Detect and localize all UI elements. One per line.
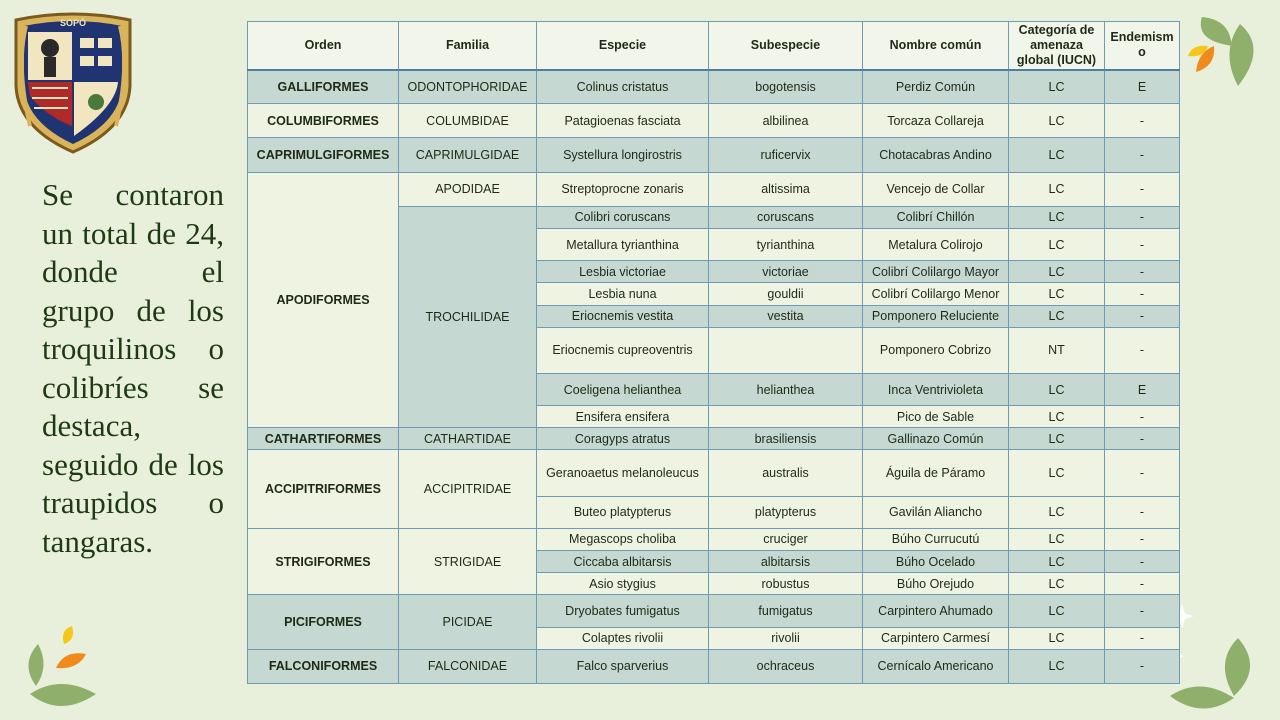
leaf-cluster-icon bbox=[1168, 6, 1268, 88]
endemismo-cell: - bbox=[1105, 406, 1180, 428]
endemismo-cell: - bbox=[1105, 649, 1180, 683]
categoria-cell: LC bbox=[1009, 283, 1105, 305]
endemismo-cell: - bbox=[1105, 551, 1180, 573]
endemismo-cell: - bbox=[1105, 138, 1180, 172]
endemismo-cell: - bbox=[1105, 283, 1180, 305]
subespecie-cell: altissima bbox=[709, 172, 863, 206]
endemismo-cell: - bbox=[1105, 261, 1180, 283]
especie-cell: Eriocnemis cupreoventris bbox=[537, 327, 709, 373]
nombre-comun-cell: Pomponero Cobrizo bbox=[863, 327, 1009, 373]
endemismo-cell: - bbox=[1105, 327, 1180, 373]
especie-cell: Ensifera ensifera bbox=[537, 406, 709, 428]
header-familia: Familia bbox=[399, 22, 537, 70]
orden-cell: STRIGIFORMES bbox=[248, 528, 399, 594]
categoria-cell: LC bbox=[1009, 261, 1105, 283]
familia-cell: TROCHILIDAE bbox=[399, 206, 537, 427]
especie-cell: Patagioenas fasciata bbox=[537, 104, 709, 138]
subespecie-cell: helianthea bbox=[709, 373, 863, 405]
table-row bbox=[248, 138, 1180, 172]
nombre-comun-cell: Gallinazo Común bbox=[863, 428, 1009, 450]
endemismo-cell: - bbox=[1105, 172, 1180, 206]
nombre-comun-cell: Pomponero Reluciente bbox=[863, 305, 1009, 327]
familia-cell: COLUMBIDAE bbox=[399, 104, 537, 138]
subespecie-cell: coruscans bbox=[709, 206, 863, 228]
subespecie-cell: ochraceus bbox=[709, 649, 863, 683]
categoria-cell: LC bbox=[1009, 528, 1105, 550]
nombre-comun-cell: Chotacabras Andino bbox=[863, 138, 1009, 172]
nombre-comun-cell: Búho Orejudo bbox=[863, 573, 1009, 595]
table-row bbox=[248, 528, 1180, 550]
orden-cell: CAPRIMULGIFORMES bbox=[248, 138, 399, 172]
familia-cell: ACCIPITRIDAE bbox=[399, 450, 537, 529]
orden-cell: CATHARTIFORMES bbox=[248, 428, 399, 450]
familia-cell: PICIDAE bbox=[399, 595, 537, 649]
orden-cell: ACCIPITRIFORMES bbox=[248, 450, 399, 529]
categoria-cell: LC bbox=[1009, 573, 1105, 595]
bird-species-table bbox=[247, 21, 1180, 684]
subespecie-cell bbox=[709, 327, 863, 373]
subespecie-cell: platypterus bbox=[709, 496, 863, 528]
categoria-cell: LC bbox=[1009, 373, 1105, 405]
endemismo-cell: - bbox=[1105, 229, 1180, 261]
orden-cell: FALCONIFORMES bbox=[248, 649, 399, 683]
especie-cell: Systellura longirostris bbox=[537, 138, 709, 172]
especie-cell: Megascops choliba bbox=[537, 528, 709, 550]
header-nombre-comun: Nombre común bbox=[863, 22, 1009, 70]
especie-cell: Colaptes rivolii bbox=[537, 627, 709, 649]
familia-cell: FALCONIDAE bbox=[399, 649, 537, 683]
nombre-comun-cell: Cernícalo Americano bbox=[863, 649, 1009, 683]
categoria-cell: LC bbox=[1009, 138, 1105, 172]
header-subespecie: Subespecie bbox=[709, 22, 863, 70]
especie-cell: Coragyps atratus bbox=[537, 428, 709, 450]
header-endemismo: Endemismo bbox=[1105, 22, 1180, 70]
subespecie-cell: robustus bbox=[709, 573, 863, 595]
categoria-cell: LC bbox=[1009, 406, 1105, 428]
familia-cell: ODONTOPHORIDAE bbox=[399, 70, 537, 104]
nombre-comun-cell: Carpintero Ahumado bbox=[863, 595, 1009, 627]
nombre-comun-cell: Búho Ocelado bbox=[863, 551, 1009, 573]
leaf-cluster-icon bbox=[20, 624, 104, 710]
categoria-cell: LC bbox=[1009, 305, 1105, 327]
nombre-comun-cell: Metalura Colirojo bbox=[863, 229, 1009, 261]
especie-cell: Colinus cristatus bbox=[537, 70, 709, 104]
header-especie: Especie bbox=[537, 22, 709, 70]
endemismo-cell: - bbox=[1105, 496, 1180, 528]
categoria-cell: LC bbox=[1009, 206, 1105, 228]
subespecie-cell: albitarsis bbox=[709, 551, 863, 573]
endemismo-cell: E bbox=[1105, 70, 1180, 104]
categoria-cell: NT bbox=[1009, 327, 1105, 373]
especie-cell: Asio stygius bbox=[537, 573, 709, 595]
categoria-cell: LC bbox=[1009, 649, 1105, 683]
endemismo-cell: - bbox=[1105, 450, 1180, 496]
endemismo-cell: - bbox=[1105, 573, 1180, 595]
subespecie-cell: ruficervix bbox=[709, 138, 863, 172]
especie-cell: Geranoaetus melanoleucus bbox=[537, 450, 709, 496]
table-row bbox=[248, 428, 1180, 450]
subespecie-cell: fumigatus bbox=[709, 595, 863, 627]
especie-cell: Streptoprocne zonaris bbox=[537, 172, 709, 206]
categoria-cell: LC bbox=[1009, 70, 1105, 104]
categoria-cell: LC bbox=[1009, 450, 1105, 496]
familia-cell: STRIGIDAE bbox=[399, 528, 537, 594]
categoria-cell: LC bbox=[1009, 172, 1105, 206]
categoria-cell: LC bbox=[1009, 496, 1105, 528]
endemismo-cell: - bbox=[1105, 627, 1180, 649]
table-row bbox=[248, 450, 1180, 496]
especie-cell: Metallura tyrianthina bbox=[537, 229, 709, 261]
municipal-crest-icon bbox=[6, 6, 140, 156]
especie-cell: Lesbia nuna bbox=[537, 283, 709, 305]
especie-cell: Falco sparverius bbox=[537, 649, 709, 683]
header-orden: Orden bbox=[248, 22, 399, 70]
orden-cell: GALLIFORMES bbox=[248, 70, 399, 104]
endemismo-cell: E bbox=[1105, 373, 1180, 405]
endemismo-cell: - bbox=[1105, 595, 1180, 627]
subespecie-cell: gouldii bbox=[709, 283, 863, 305]
especie-cell: Colibri coruscans bbox=[537, 206, 709, 228]
endemismo-cell: - bbox=[1105, 104, 1180, 138]
table-row bbox=[248, 104, 1180, 138]
familia-cell: CATHARTIDAE bbox=[399, 428, 537, 450]
subespecie-cell: brasiliensis bbox=[709, 428, 863, 450]
nombre-comun-cell: Colibrí Colilargo Menor bbox=[863, 283, 1009, 305]
subespecie-cell: victoriae bbox=[709, 261, 863, 283]
nombre-comun-cell: Pico de Sable bbox=[863, 406, 1009, 428]
orden-cell: APODIFORMES bbox=[248, 172, 399, 428]
subespecie-cell: tyrianthina bbox=[709, 229, 863, 261]
subespecie-cell: albilinea bbox=[709, 104, 863, 138]
nombre-comun-cell: Carpintero Carmesí bbox=[863, 627, 1009, 649]
nombre-comun-cell: Perdiz Común bbox=[863, 70, 1009, 104]
categoria-cell: LC bbox=[1009, 551, 1105, 573]
especie-cell: Dryobates fumigatus bbox=[537, 595, 709, 627]
header-categoria-iucn: Categoría de amenaza global (IUCN) bbox=[1009, 22, 1105, 70]
nombre-comun-cell: Búho Currucutú bbox=[863, 528, 1009, 550]
familia-cell: CAPRIMULGIDAE bbox=[399, 138, 537, 172]
orden-cell: COLUMBIFORMES bbox=[248, 104, 399, 138]
categoria-cell: LC bbox=[1009, 104, 1105, 138]
especie-cell: Eriocnemis vestita bbox=[537, 305, 709, 327]
endemismo-cell: - bbox=[1105, 528, 1180, 550]
table-row bbox=[248, 70, 1180, 104]
subespecie-cell bbox=[709, 406, 863, 428]
table-row bbox=[248, 172, 1180, 206]
side-text-paragraph: Se contaron un total de 24, donde el grupo de los troquilinos o colibríes se destaca, seguido de los traupidos o tangaras. bbox=[42, 177, 224, 559]
crest-motto: SOPÓ bbox=[59, 18, 87, 28]
orden-cell: PICIFORMES bbox=[248, 595, 399, 649]
subespecie-cell: bogotensis bbox=[709, 70, 863, 104]
subespecie-cell: rivolii bbox=[709, 627, 863, 649]
nombre-comun-cell: Águila de Páramo bbox=[863, 450, 1009, 496]
nombre-comun-cell: Inca Ventrivioleta bbox=[863, 373, 1009, 405]
familia-cell: APODIDAE bbox=[399, 172, 537, 206]
table-row bbox=[248, 649, 1180, 683]
endemismo-cell: - bbox=[1105, 206, 1180, 228]
categoria-cell: LC bbox=[1009, 595, 1105, 627]
categoria-cell: LC bbox=[1009, 627, 1105, 649]
subespecie-cell: cruciger bbox=[709, 528, 863, 550]
categoria-cell: LC bbox=[1009, 229, 1105, 261]
nombre-comun-cell: Colibrí Colilargo Mayor bbox=[863, 261, 1009, 283]
nombre-comun-cell: Colibrí Chillón bbox=[863, 206, 1009, 228]
nombre-comun-cell: Gavilán Aliancho bbox=[863, 496, 1009, 528]
nombre-comun-cell: Vencejo de Collar bbox=[863, 172, 1009, 206]
table-row bbox=[248, 595, 1180, 627]
especie-cell: Ciccaba albitarsis bbox=[537, 551, 709, 573]
nombre-comun-cell: Torcaza Collareja bbox=[863, 104, 1009, 138]
especie-cell: Coeligena helianthea bbox=[537, 373, 709, 405]
subespecie-cell: australis bbox=[709, 450, 863, 496]
subespecie-cell: vestita bbox=[709, 305, 863, 327]
categoria-cell: LC bbox=[1009, 428, 1105, 450]
endemismo-cell: - bbox=[1105, 305, 1180, 327]
especie-cell: Buteo platypterus bbox=[537, 496, 709, 528]
especie-cell: Lesbia victoriae bbox=[537, 261, 709, 283]
endemismo-cell: - bbox=[1105, 428, 1180, 450]
